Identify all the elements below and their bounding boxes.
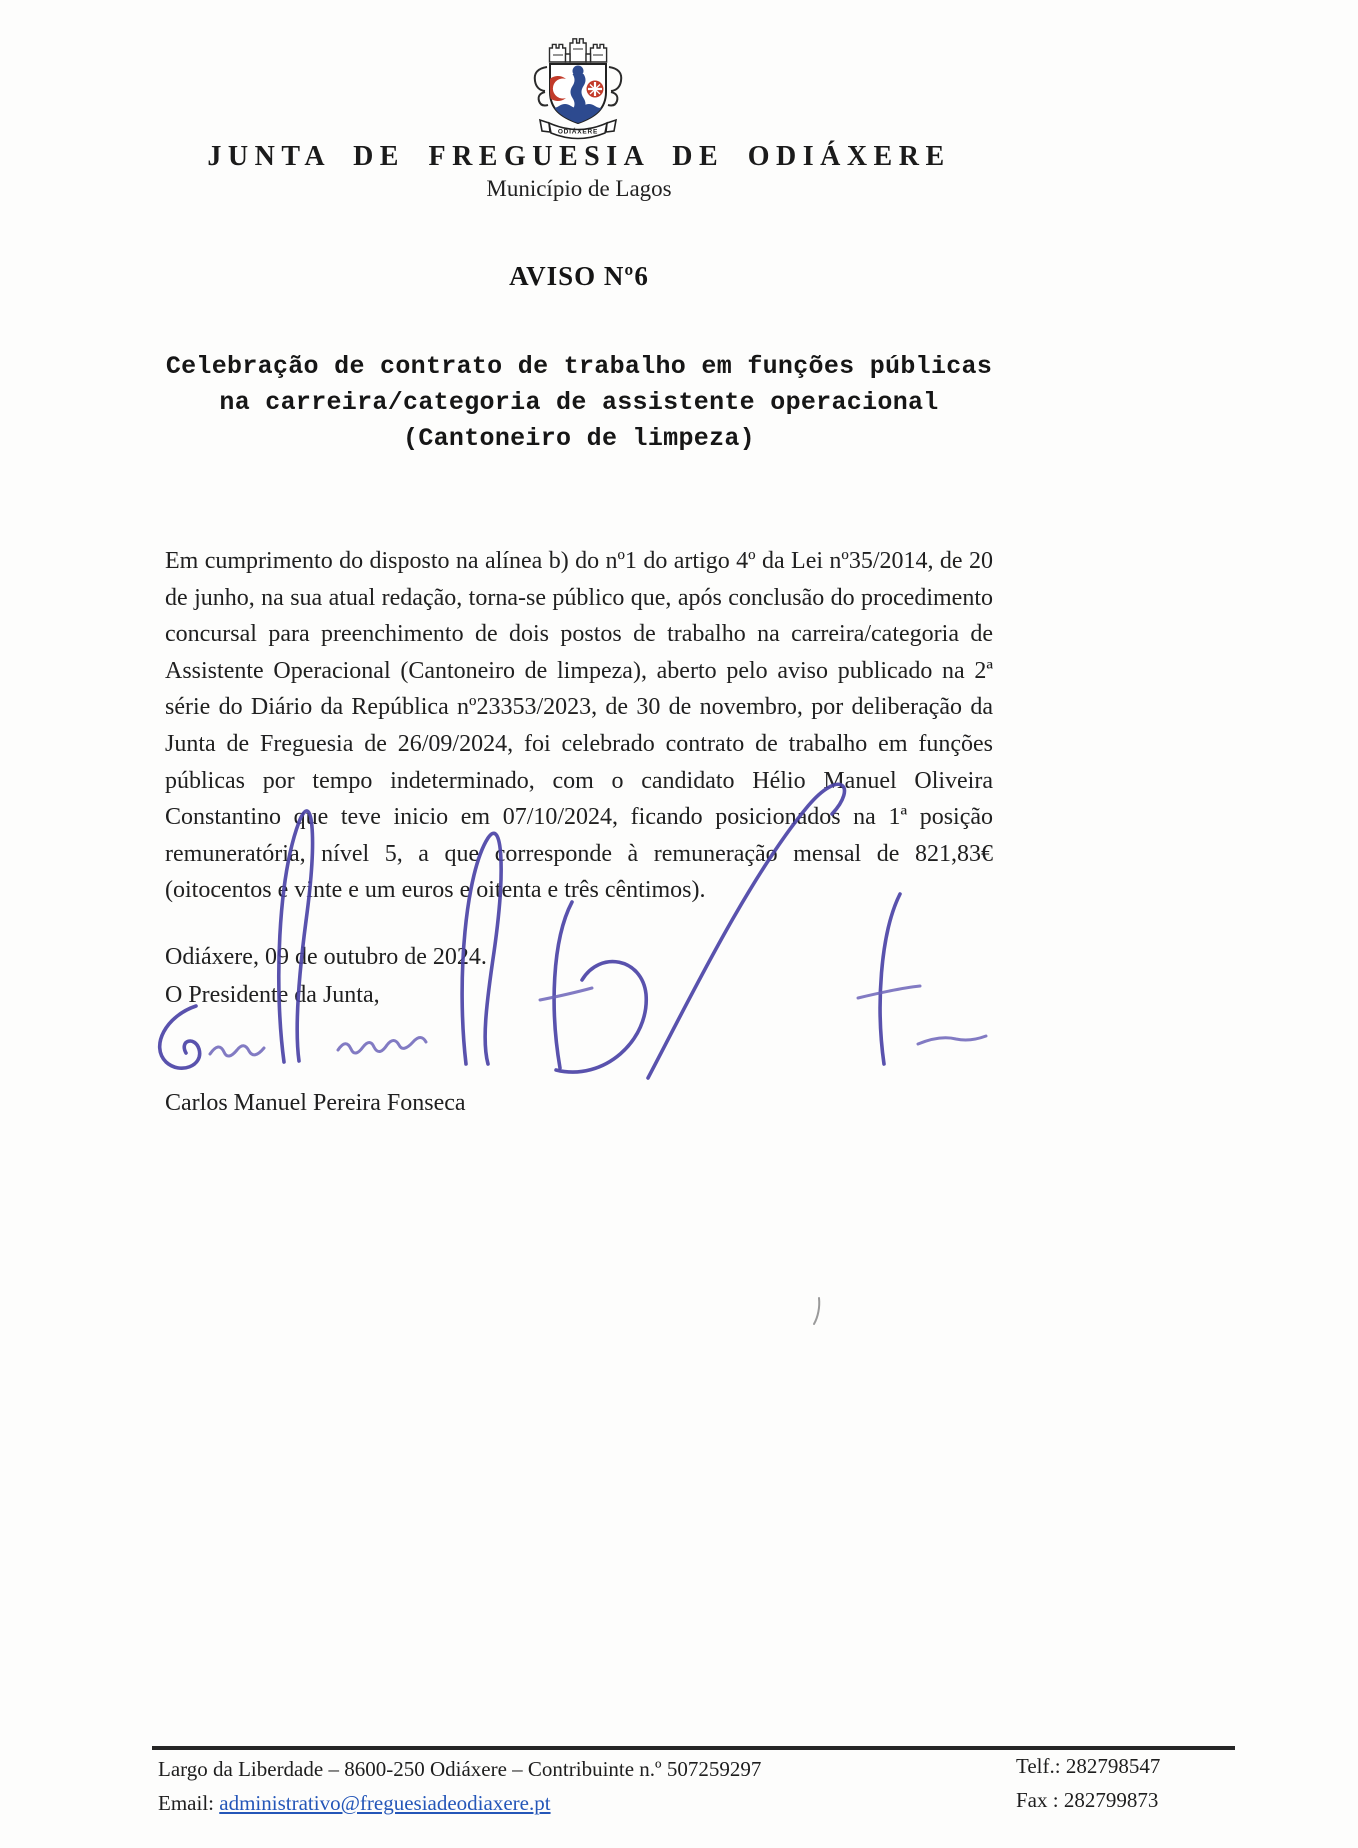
- notice-body: Em cumprimento do disposto na alínea b) do nº1 do artigo 4º da Lei nº35/2014, de 20 de junho, na sua atual redação, torna-se público que, após conclusão do procedimento concursal para preenchimento de dois postos de trabalho na carreira/categoria de Assistente Operacional (Cantoneiro de limpeza), aberto pelo aviso publicado na 2ª série do Diário da República nº23353/2023, de 30 de novembro, por deliberação da Junta de Freguesia de 26/09/2024, foi celebrado contrato de trabalho em funções públicas por tempo indeterminado, com o candidato Hélio Manuel Oliveira Constantino que teve inicio em 07/10/2024, ficando posicionados na 1ª posição remuneratória, nível 5, a que corresponde à remuneração mensal de 821,83€ (oitocentos e vinte e um euros e oitenta e três cêntimos).: [165, 548, 993, 904]
- wheel-cross-charge: [587, 81, 604, 98]
- footer-fax: Fax : 282799873: [1016, 1788, 1159, 1812]
- subject-line-1: Celebração de contrato de trabalho em funções públicas: [165, 352, 993, 381]
- subject-line-2: na carreira/categoria de assistente operacional: [219, 388, 939, 417]
- footer-phone-block: [1016, 1749, 1160, 1817]
- place-date: Odiáxere, 09 de outubro de 2024.: [165, 944, 487, 970]
- coat-of-arms: [503, 34, 653, 140]
- mural-crown-icon: [550, 39, 607, 62]
- notice-title: AVISO Nº6: [509, 261, 649, 291]
- footer-phone: Telf.: 282798547: [1016, 1754, 1161, 1778]
- notice-subject: [165, 349, 993, 457]
- subject-line-3: (Cantoneiro de limpeza): [403, 424, 755, 453]
- footer-contact-block: [158, 1752, 761, 1820]
- municipality: Município de Lagos: [486, 176, 672, 201]
- coat-of-arms-graphic: [503, 34, 653, 140]
- banner-text: ODIÁXERE: [557, 128, 599, 136]
- closing-block: [165, 938, 993, 1014]
- footer-address: Largo da Liberdade – 8600-250 Odiáxere – Contribuinte n.º 507259297: [158, 1757, 762, 1781]
- signer-name: Carlos Manuel Pereira Fonseca: [165, 1090, 466, 1116]
- email-link[interactable]: administrativo@freguesiadeodiaxere.pt: [219, 1791, 551, 1815]
- signature-title: O Presidente da Junta,: [165, 982, 380, 1008]
- stray-pen-mark: [814, 1298, 819, 1324]
- org-name: JUNTA DE FREGUESIA DE ODIÁXERE: [207, 141, 951, 172]
- email-label: Email:: [158, 1791, 214, 1815]
- footer-email-row: [158, 1786, 761, 1820]
